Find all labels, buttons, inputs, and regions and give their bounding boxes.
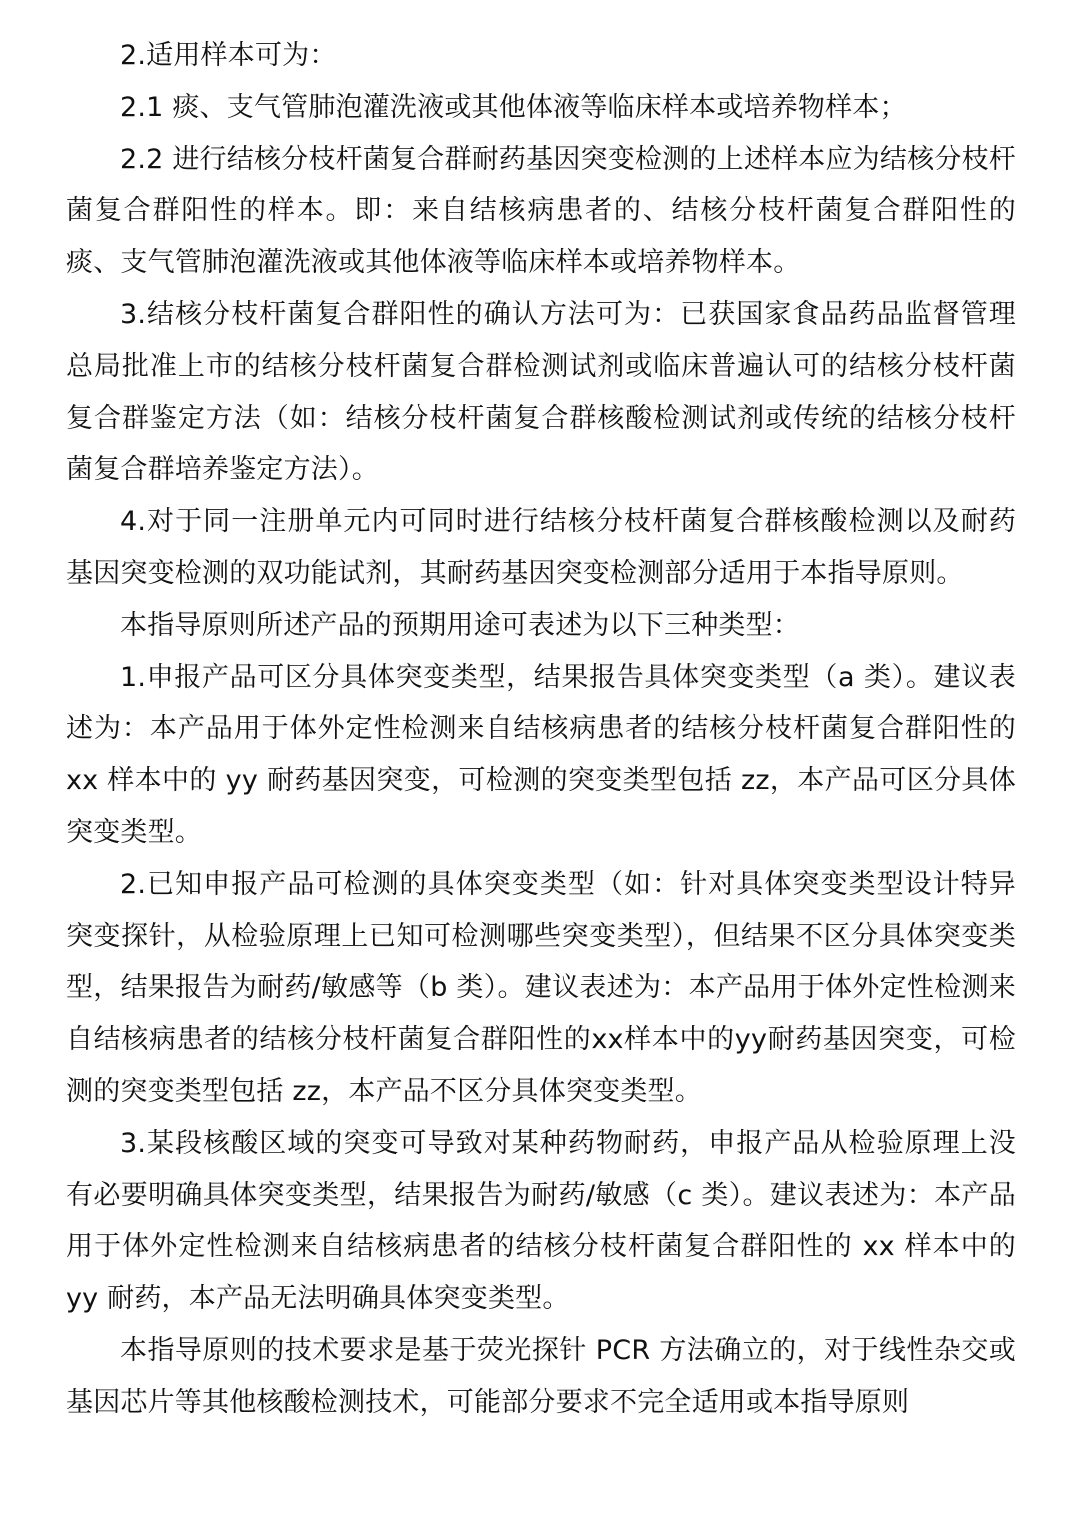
paragraph-type-b: 2.已知申报产品可检测的具体突变类型（如：针对具体突变类型设计特异突变探针，从检验原理上已知可检测哪些突变类型），但结果不区分具体突变类型，结果报告为耐药/敏感等（b 类）。建议表述为：本产品用于体外定性检测来自结核病患者的结核分枝杆菌复合群阳性的xx样本中的yy耐药基因突变，可检测的突变类型包括 zz，本产品不区分具体突变类型。 <box>66 868 1016 1107</box>
paragraph-technical-requirements: 本指导原则的技术要求是基于荧光探针 PCR 方法确立的，对于线性杂交或基因芯片等其他核酸检测技术，可能部分要求不完全适用或本指导原则 <box>66 1334 1016 1418</box>
paragraph-type-a: 1.申报产品可区分具体突变类型，结果报告具体突变类型（a 类）。建议表述为：本产品用于体外定性检测来自结核病患者的结核分枝杆菌复合群阳性的 xx 样本中的 yy 耐药基因突变，可检测的突变类型包括 zz，本产品可区分具体突变类型。 <box>66 661 1016 848</box>
paragraph-sample-types: 2.适用样本可为： <box>120 40 337 71</box>
paragraph-dual-function-reagent: 4.对于同一注册单元内可同时进行结核分枝杆菌复合群核酸检测以及耐药基因突变检测的双功能试剂，其耐药基因突变检测部分适用于本指导原则。 <box>66 506 1016 589</box>
paragraph-intended-use-intro: 本指导原则所述产品的预期用途可表述为以下三种类型： <box>120 609 800 641</box>
paragraph-confirmation-method: 3.结核分枝杆菌复合群阳性的确认方法可为：已获国家食品药品监督管理总局批准上市的结核分枝杆菌复合群检测试剂或临床普遍认可的结核分枝杆菌复合群鉴定方法（如：结核分枝杆菌复合群核酸检测试剂或传统的结核分枝杆菌复合群培养鉴定方法）。 <box>66 298 1016 486</box>
paragraph-type-c: 3.某段核酸区域的突变可导致对某种药物耐药，申报产品从检验原理上没有必要明确具体突变类型，结果报告为耐药/敏感（c 类）。建议表述为：本产品用于体外定性检测来自结核病患者的结核分枝杆菌复合群阳性的 xx 样本中的 yy 耐药，本产品无法明确具体突变类型。 <box>66 1127 1016 1315</box>
paragraph-sample-2-1: 2.1 痰、支气管肺泡灌洗液或其他体液等临床样本或培养物样本； <box>120 91 907 123</box>
document-page <box>66 30 1016 1429</box>
paragraph-sample-2-2: 2.2 进行结核分枝杆菌复合群耐药基因突变检测的上述样本应为结核分枝杆菌复合群阳性的样本。即：来自结核病患者的、结核分枝杆菌复合群阳性的痰、支气管肺泡灌洗液或其他体液等临床样本或培养物样本。 <box>66 143 1016 279</box>
